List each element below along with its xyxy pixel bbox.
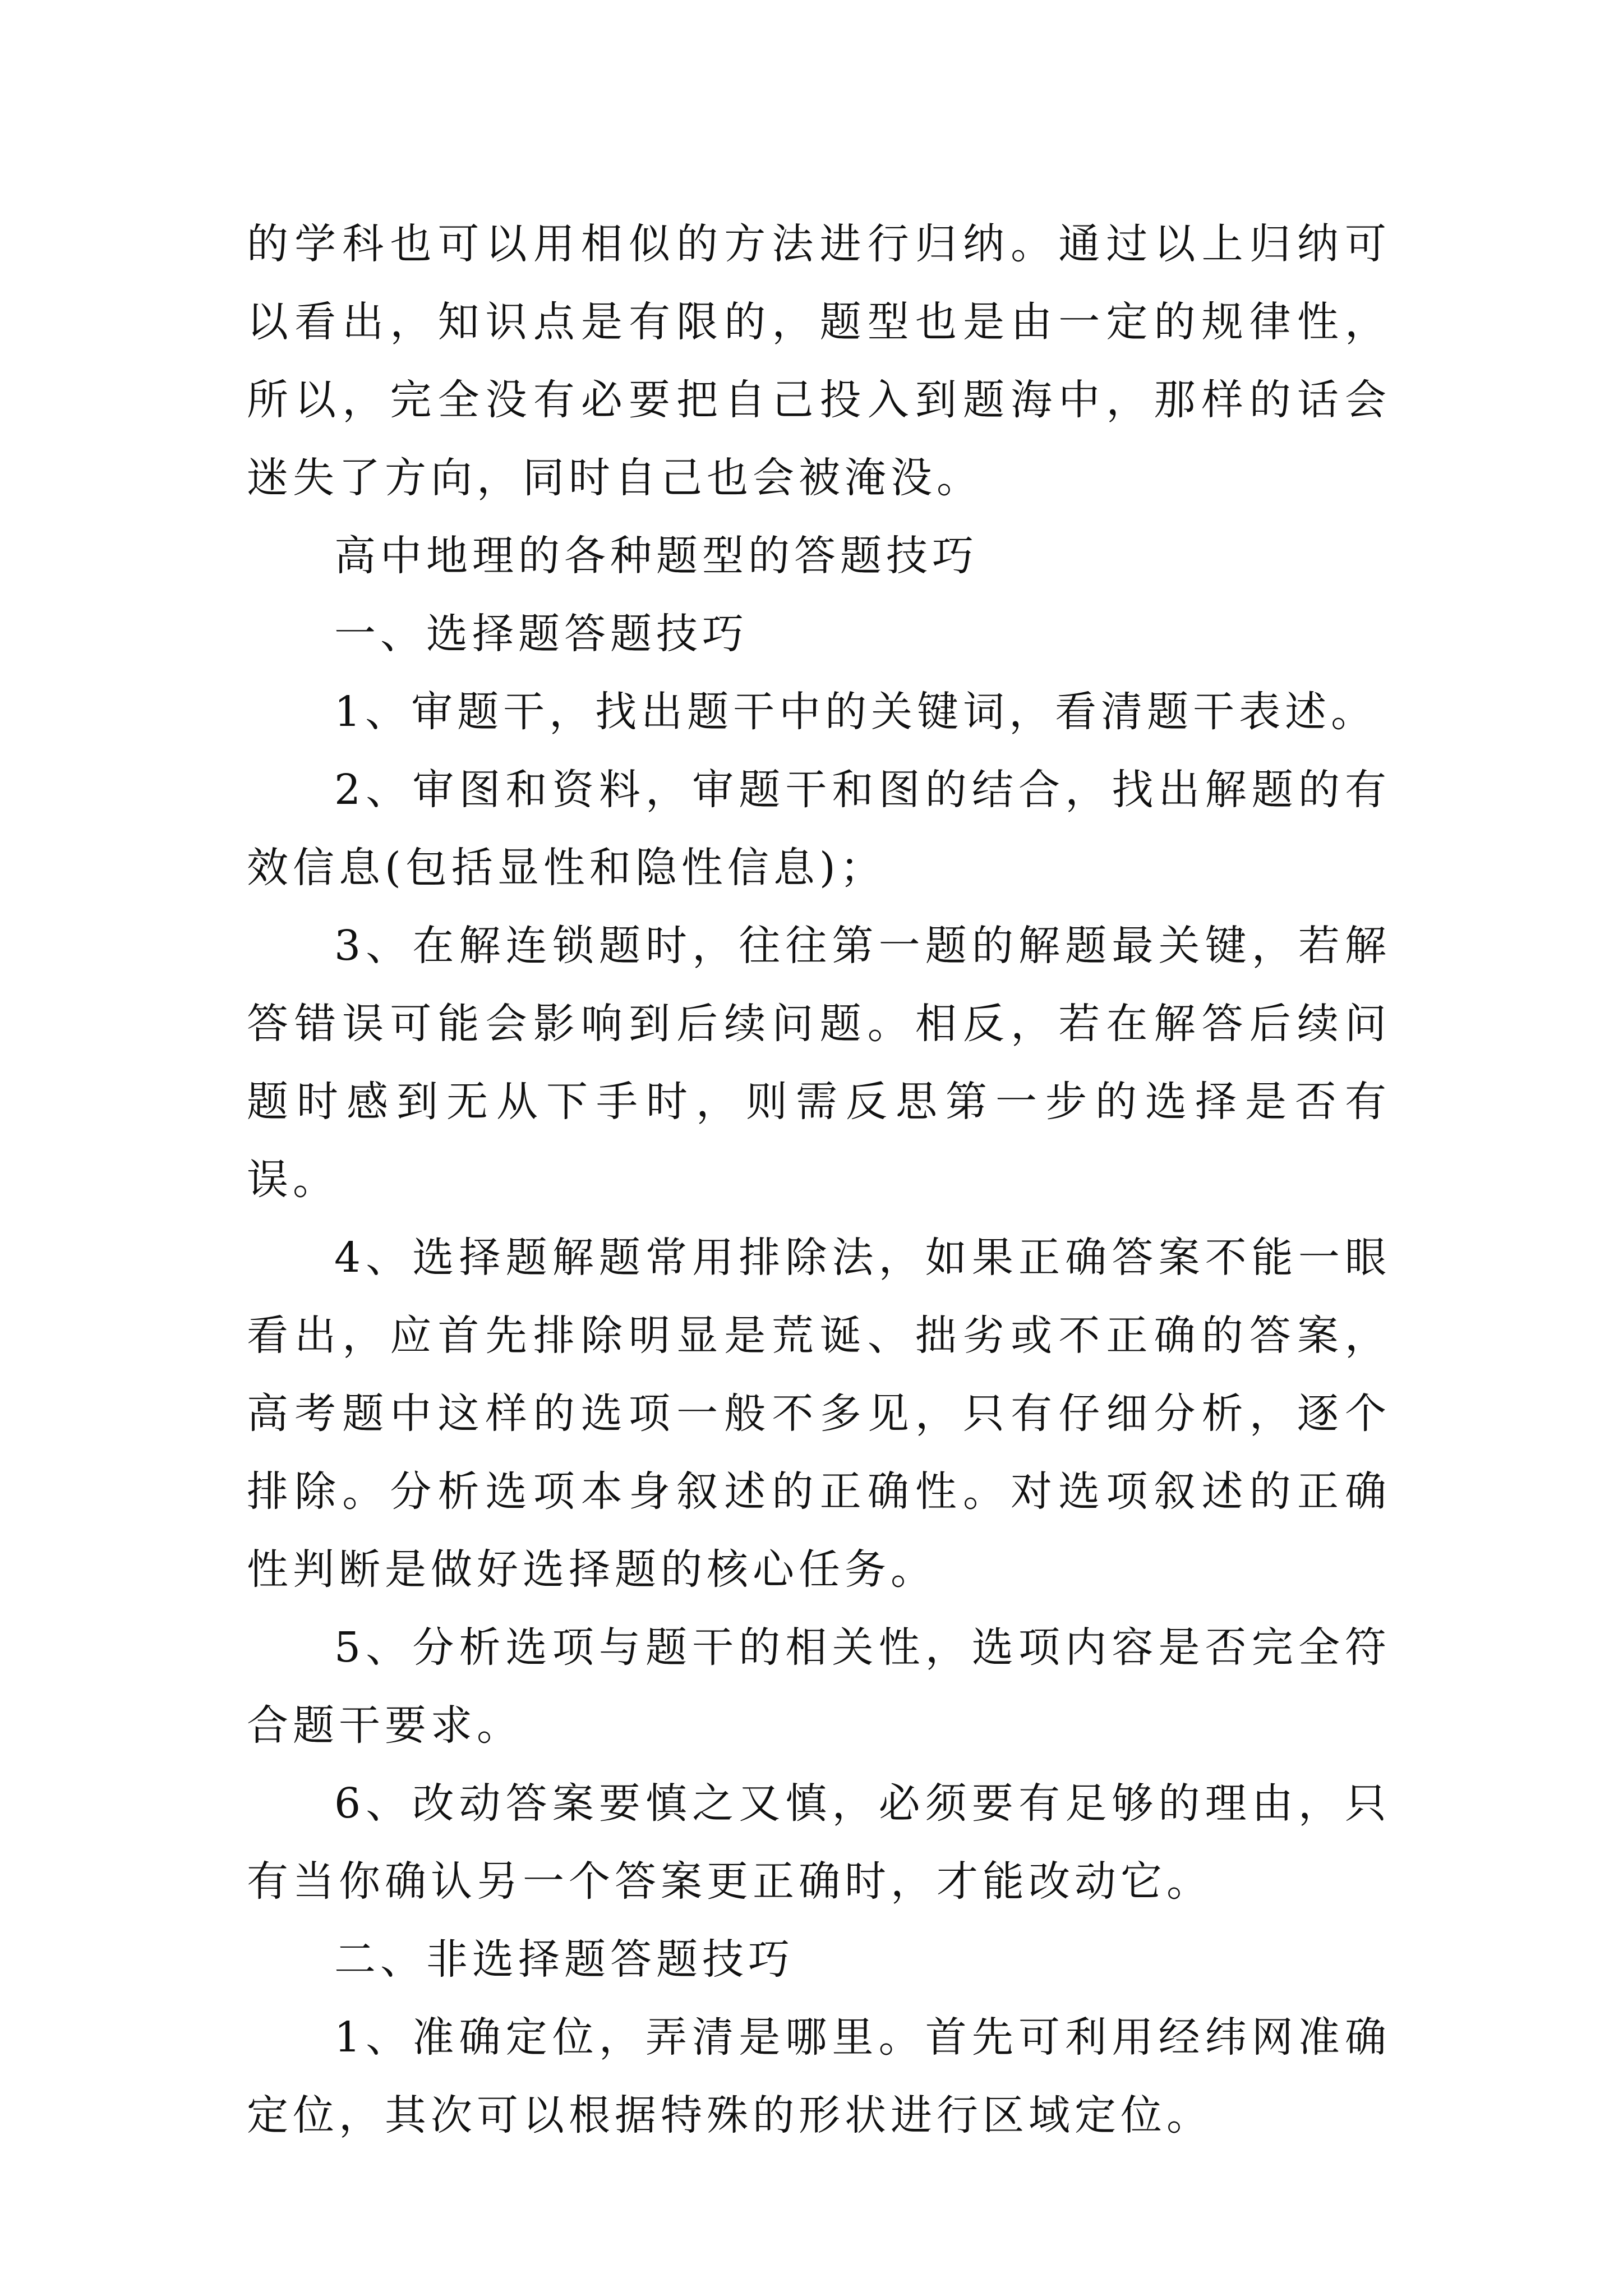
paragraph-item-1: 1、审题干，找出题干中的关键词，看清题干表述。 (334, 688, 1377, 736)
paragraph-item-4: 4、选择题解题常用排除法，如果正确答案不能一眼看出，应首先排除明显是荒诞、拙劣或不正确的答案，高考题中这样的选项一般不多见，只有仔细分析，逐个排除。分析选项本身叙述的正确性。对选项叙述的正确性判断是做好选择题的核心任务。 (247, 1234, 1391, 1594)
subsection-heading-multiple-choice: 一、选择题答题技巧 (334, 610, 748, 658)
paragraph-item-6: 6、改动答案要慎之又慎，必须要有足够的理由，只有当你确认另一个答案更正确时，才能改动它。 (247, 1779, 1391, 1906)
section-heading-techniques: 高中地理的各种题型的答题技巧 (334, 532, 978, 580)
paragraph-non-choice-item-1: 1、准确定位，弄清是哪里。首先可利用经纬网准确定位，其次可以根据特殊的形状进行区域定位。 (247, 2013, 1391, 2139)
paragraph-continuation: 的学科也可以用相似的方法进行归纳。通过以上归纳可以看出，知识点是有限的，题型也是由一定的规律性，所以，完全没有必要把自己投入到题海中，那样的话会迷失了方向，同时自己也会被淹没。 (247, 220, 1391, 502)
paragraph-item-5: 5、分析选项与题干的相关性，选项内容是否完全符合题干要求。 (247, 1623, 1391, 1750)
paragraph-item-2: 2、审图和资料，审题干和图的结合，找出解题的有效信息(包括显性和隐性信息)； (247, 766, 1391, 892)
subsection-heading-non-choice: 二、非选择题答题技巧 (334, 1935, 794, 1984)
paragraph-item-3: 3、在解连锁题时，往往第一题的解题最关键，若解答错误可能会影响到后续问题。相反，若在解答后续问题时感到无从下手时，则需反思第一步的选择是否有误。 (247, 922, 1391, 1204)
document-body (247, 205, 1391, 2155)
